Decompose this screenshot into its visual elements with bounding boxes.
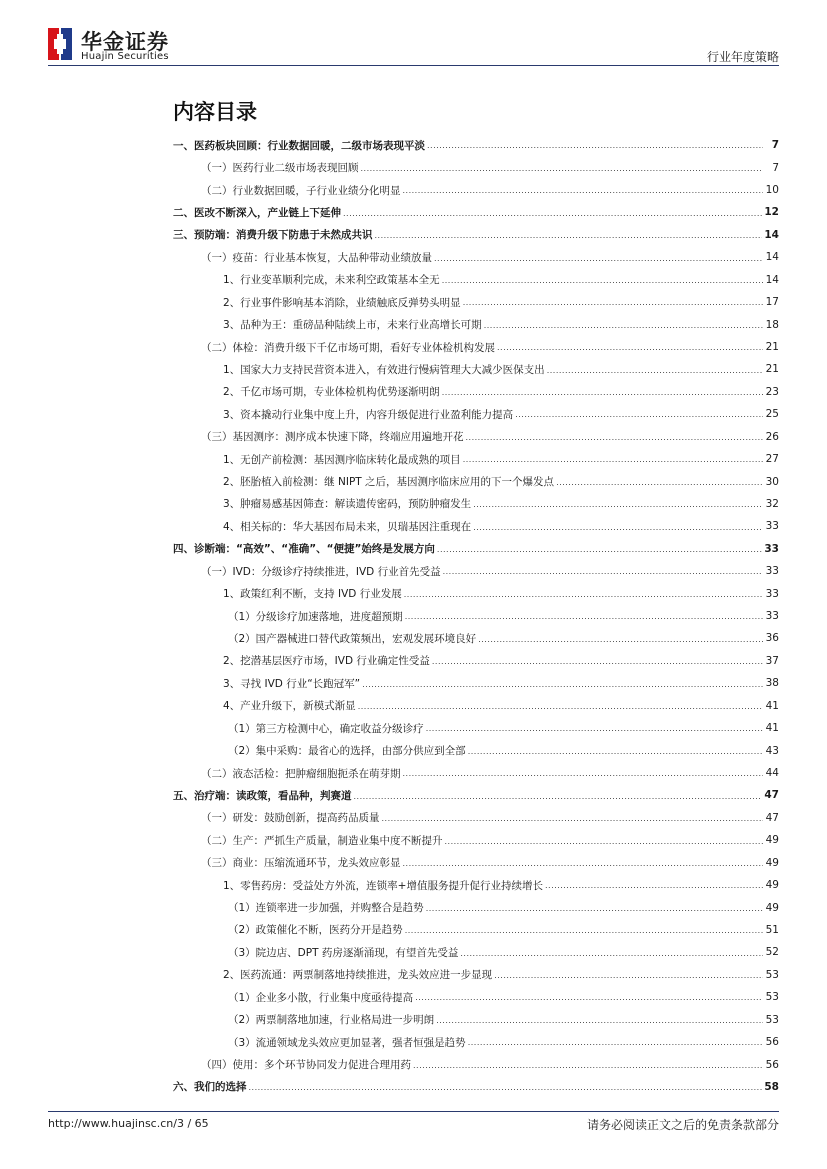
- toc-entry[interactable]: [173, 313, 779, 335]
- toc-dot-leader: [478, 635, 763, 650]
- toc-entry-page: 58: [764, 1080, 779, 1093]
- toc-entry-page: 52: [765, 946, 779, 959]
- toc-entry-title: 2、挖潜基层医疗市场，IVD 行业确定性受益: [223, 655, 430, 668]
- toc-entry-page: 41: [765, 699, 779, 712]
- toc-entry-title: 三、预防端：消费升级下防患于未然成共识: [173, 229, 373, 242]
- toc-dot-leader: [358, 702, 763, 717]
- toc-dot-leader: [468, 747, 763, 762]
- toc-entry-title: 二、医改不断深入，产业链上下延伸: [173, 206, 341, 219]
- toc-entry-title: （二）体检：消费升级下千亿市场可期，看好专业体检机构发展: [201, 341, 495, 354]
- toc-entry-title: （1）第三方检测中心，确定收益分级诊疗: [228, 722, 424, 735]
- toc-entry-page: 17: [765, 296, 779, 309]
- toc-entry-page: 56: [765, 1058, 779, 1071]
- toc-entry-title: 2、行业事件影响基本消除，业绩触底反弹势头明显: [223, 296, 461, 309]
- toc-dot-leader: [473, 500, 763, 515]
- toc-entry[interactable]: [173, 201, 779, 223]
- toc-entry[interactable]: [173, 381, 779, 403]
- toc-entry-title: 1、零售药房：受益处方外流，连锁率+增值服务提升促行业持续增长: [223, 879, 543, 892]
- toc-dot-leader: [382, 814, 764, 829]
- toc-entry-title: （一）研发：鼓励创新，提高药品质量: [201, 812, 380, 825]
- toc-entry-page: 25: [765, 408, 779, 421]
- toc-entry-page: 7: [772, 161, 779, 174]
- toc-dot-leader: [443, 567, 763, 582]
- page-header: [48, 24, 779, 64]
- toc-entry-page: 41: [765, 722, 779, 735]
- toc-entry-page: 33: [765, 520, 779, 533]
- toc-entry-title: 4、相关标的：华大基因布局未来，贝瑞基因注重现在: [223, 520, 472, 533]
- toc-entry-title: 3、寻找 IVD 行业“长跑冠军”: [223, 677, 361, 690]
- toc-entry-page: 49: [765, 856, 779, 869]
- toc-entry-title: 1、无创产前检测：基因测序临床转化最成熟的项目: [223, 453, 461, 466]
- toc-title: 内容目录: [173, 100, 257, 124]
- toc-entry-page: 14: [764, 228, 779, 241]
- toc-entry[interactable]: [173, 425, 779, 447]
- toc-entry-title: 3、肿瘤易感基因筛查：解读遗传密码，预防肿瘤发生: [223, 498, 472, 511]
- toc-entry[interactable]: [173, 964, 779, 986]
- toc-dot-leader: [434, 254, 763, 269]
- toc-entry-title: 1、国家大力支持民营资本进入，有效进行慢病管理大大减少医保支出: [223, 363, 545, 376]
- toc-entry[interactable]: [173, 515, 779, 537]
- toc-entry[interactable]: [173, 941, 779, 963]
- toc-entry[interactable]: [173, 134, 779, 156]
- footer-disclaimer: 请务必阅读正文之后的免责条款部分: [586, 1118, 779, 1132]
- toc-entry-title: （1）分级诊疗加速落地，进度超预期: [228, 610, 403, 623]
- toc-dot-leader: [432, 657, 763, 672]
- toc-dot-leader: [403, 859, 764, 874]
- toc-entry-title: （1）企业多小散，行业集中度亟待提高: [228, 991, 414, 1004]
- toc-entry[interactable]: [173, 560, 779, 582]
- toc-entry-page: 56: [765, 1036, 779, 1049]
- toc-entry-page: 14: [765, 251, 779, 264]
- toc-entry-title: （一）医药行业二级市场表现回顾: [201, 162, 359, 175]
- toc-entry-page: 12: [764, 206, 779, 219]
- toc-entry-page: 49: [765, 834, 779, 847]
- toc-entry-page: 27: [765, 453, 779, 466]
- toc-entry[interactable]: [173, 784, 779, 806]
- toc-entry[interactable]: [173, 1008, 779, 1030]
- toc-entry-page: 53: [765, 1013, 779, 1026]
- toc-entry[interactable]: [173, 179, 779, 201]
- toc-entry[interactable]: [173, 538, 779, 560]
- toc-dot-leader: [556, 478, 763, 493]
- toc-entry-title: （三）商业：压缩流通环节，龙头效应彰显: [201, 857, 401, 870]
- toc-entry-page: 33: [765, 587, 779, 600]
- toc-entry[interactable]: [173, 650, 779, 672]
- toc-dot-leader: [404, 590, 763, 605]
- toc-entry[interactable]: [173, 874, 779, 896]
- toc-entry-title: （3）院边店、DPT 药房逐渐涌现，有望首先受益: [228, 946, 459, 959]
- toc-entry[interactable]: [173, 986, 779, 1008]
- toc-dot-leader: [473, 523, 763, 538]
- toc-dot-leader: [362, 680, 763, 695]
- logo-english-name: Huajin Securities: [81, 51, 169, 62]
- huajin-logo-icon: [48, 28, 72, 60]
- toc-entry-title: 1、行业变革顺利完成，未来利空政策基本全无: [223, 274, 440, 287]
- toc-entry-title: （二）行业数据回暖，子行业业绩分化明显: [201, 184, 401, 197]
- toc-entry-page: 7: [771, 139, 779, 152]
- toc-entry-title: （三）基因测序：测序成本快速下降，终端应用遍地开花: [201, 431, 464, 444]
- toc-entry[interactable]: [173, 1076, 779, 1098]
- toc-entry[interactable]: [173, 156, 779, 178]
- toc-entry-page: 37: [765, 654, 779, 667]
- toc-entry-page: 53: [765, 991, 779, 1004]
- toc-dot-leader: [442, 388, 763, 403]
- toc-dot-leader: [463, 455, 763, 470]
- toc-entry-title: （一）IVD：分级诊疗持续推进，IVD 行业首先受益: [201, 565, 441, 578]
- footer-divider: [48, 1111, 779, 1112]
- toc-entry[interactable]: [173, 403, 779, 425]
- toc-dot-leader: [375, 231, 763, 246]
- toc-entry-title: （1）连锁率进一步加强，并购整合是趋势: [228, 902, 424, 915]
- toc-dot-leader: [413, 1061, 763, 1076]
- toc-entry-title: 四、诊断端：“高效”、“准确”、“便捷”始终是发展方向: [173, 543, 435, 556]
- toc-entry-title: （一）疫苗：行业基本恢复，大品种带动业绩放量: [201, 251, 432, 264]
- toc-entry-page: 44: [765, 767, 779, 780]
- toc-entry[interactable]: [173, 1031, 779, 1053]
- toc-entry-title: （二）液态活检：把肿瘤细胞扼杀在萌芽期: [201, 767, 401, 780]
- toc-entry-title: （2）国产器械进口替代政策频出，宏观发展环境良好: [228, 632, 477, 645]
- toc-entry-title: 2、医药流通：两票制落地持续推进，龙头效应进一步显现: [223, 969, 493, 982]
- toc-entry-page: 47: [765, 811, 779, 824]
- toc-dot-leader: [466, 433, 764, 448]
- toc-entry-page: 26: [765, 430, 779, 443]
- toc-entry-title: （2）集中采购：最省心的选择，由部分供应到全部: [228, 745, 466, 758]
- toc-entry-title: （二）生产：严抓生产质量，制造业集中度不断提升: [201, 834, 443, 847]
- toc-entry-page: 53: [765, 968, 779, 981]
- toc-entry-page: 49: [765, 879, 779, 892]
- toc-entry-page: 21: [765, 363, 779, 376]
- toc-dot-leader: [463, 298, 763, 313]
- toc-entry-title: 4、产业升级下，新模式渐显: [223, 700, 356, 713]
- toc-entry[interactable]: [173, 448, 779, 470]
- toc-dot-leader: [249, 1083, 763, 1098]
- toc-dot-leader: [354, 792, 763, 807]
- toc-entry[interactable]: [173, 627, 779, 649]
- toc-dot-leader: [403, 769, 764, 784]
- report-type: 行业年度策略: [706, 50, 779, 64]
- toc-dot-leader: [437, 545, 762, 560]
- toc-entry[interactable]: [173, 224, 779, 246]
- toc-entry[interactable]: [173, 269, 779, 291]
- toc-entry-page: 23: [765, 385, 779, 398]
- toc-entry-title: （3）流通领域龙头效应更加显著，强者恒强是趋势: [228, 1036, 466, 1049]
- toc-entry-page: 51: [765, 923, 779, 936]
- toc-dot-leader: [468, 1038, 763, 1053]
- toc-entry-page: 14: [765, 273, 779, 286]
- toc-entry-page: 21: [765, 341, 779, 353]
- toc-entry[interactable]: [173, 829, 779, 851]
- toc-dot-leader: [515, 410, 763, 425]
- toc-entry-page: 38: [765, 677, 779, 690]
- table-of-contents: [173, 134, 779, 1098]
- toc-entry-title: 2、千亿市场可期，专业体检机构优势逐渐明朗: [223, 386, 440, 399]
- toc-dot-leader: [405, 612, 763, 627]
- toc-dot-leader: [427, 141, 763, 156]
- toc-entry-title: （2）两票制落地加速，行业格局进一步明朗: [228, 1014, 435, 1027]
- toc-dot-leader: [497, 343, 763, 358]
- toc-entry-title: 2、胚胎植入前检测：继 NIPT 之后，基因测序临床应用的下一个爆发点: [223, 476, 555, 489]
- toc-entry-title: （四）使用：多个环节协同发力促进合理用药: [201, 1059, 411, 1071]
- toc-dot-leader: [460, 949, 763, 964]
- toc-entry-page: 30: [765, 475, 779, 488]
- toc-entry[interactable]: [173, 717, 779, 739]
- toc-entry[interactable]: [173, 291, 779, 313]
- toc-dot-leader: [415, 993, 763, 1008]
- toc-entry[interactable]: [173, 739, 779, 761]
- toc-entry[interactable]: [173, 493, 779, 515]
- toc-dot-leader: [545, 881, 763, 896]
- toc-dot-leader: [484, 321, 763, 336]
- toc-entry-page: 33: [765, 565, 779, 578]
- toc-dot-leader: [426, 904, 763, 919]
- toc-entry[interactable]: [173, 246, 779, 268]
- toc-entry[interactable]: [173, 762, 779, 784]
- toc-entry[interactable]: [173, 582, 779, 604]
- toc-entry[interactable]: [173, 852, 779, 874]
- toc-entry-page: 33: [764, 542, 779, 555]
- toc-entry-page: 32: [765, 497, 779, 510]
- toc-entry[interactable]: [173, 358, 779, 380]
- toc-entry-title: 一、医药板块回顾：行业数据回暖，二级市场表现平淡: [173, 139, 425, 152]
- toc-entry-page: 47: [764, 789, 779, 802]
- toc-entry-title: 3、品种为王：重磅品种陆续上市，未来行业高增长可期: [223, 319, 482, 332]
- toc-entry-title: （2）政策催化不断，医药分开是趋势: [228, 924, 403, 937]
- toc-entry-page: 18: [765, 318, 779, 331]
- toc-entry[interactable]: [173, 807, 779, 829]
- toc-dot-leader: [436, 1016, 763, 1031]
- toc-dot-leader: [343, 209, 762, 224]
- toc-entry[interactable]: [173, 695, 779, 717]
- toc-entry[interactable]: [173, 605, 779, 627]
- toc-entry-page: 10: [765, 184, 779, 197]
- toc-entry[interactable]: [173, 919, 779, 941]
- toc-dot-leader: [405, 926, 763, 941]
- header-divider: [48, 65, 779, 66]
- toc-entry[interactable]: [173, 1053, 779, 1075]
- toc-dot-leader: [445, 837, 764, 852]
- toc-entry-title: 六、我们的选择: [173, 1081, 247, 1094]
- toc-dot-leader: [426, 724, 763, 739]
- toc-entry-title: 3、资本撬动行业集中度上升，内容升级促进行业盈利能力提高: [223, 408, 514, 421]
- toc-entry-page: 43: [765, 744, 779, 757]
- toc-dot-leader: [494, 971, 763, 986]
- toc-dot-leader: [547, 366, 763, 381]
- footer-url-page-number: http://www.huajinsc.cn/3 / 65: [48, 1117, 209, 1130]
- toc-entry[interactable]: [173, 470, 779, 492]
- logo-chinese-name: 华金证券: [81, 30, 169, 54]
- toc-entry[interactable]: [173, 336, 779, 358]
- toc-entry-title: 1、政策红利不断，支持 IVD 行业发展: [223, 588, 402, 601]
- toc-entry-title: 五、治疗端：读政策，看品种，判赛道: [173, 789, 352, 802]
- toc-entry-page: 36: [765, 632, 779, 645]
- toc-entry[interactable]: [173, 672, 779, 694]
- toc-entry[interactable]: [173, 896, 779, 918]
- toc-dot-leader: [361, 164, 764, 179]
- toc-dot-leader: [403, 186, 764, 201]
- toc-entry-page: 49: [765, 901, 779, 914]
- toc-entry-page: 33: [765, 610, 779, 623]
- toc-dot-leader: [442, 276, 763, 291]
